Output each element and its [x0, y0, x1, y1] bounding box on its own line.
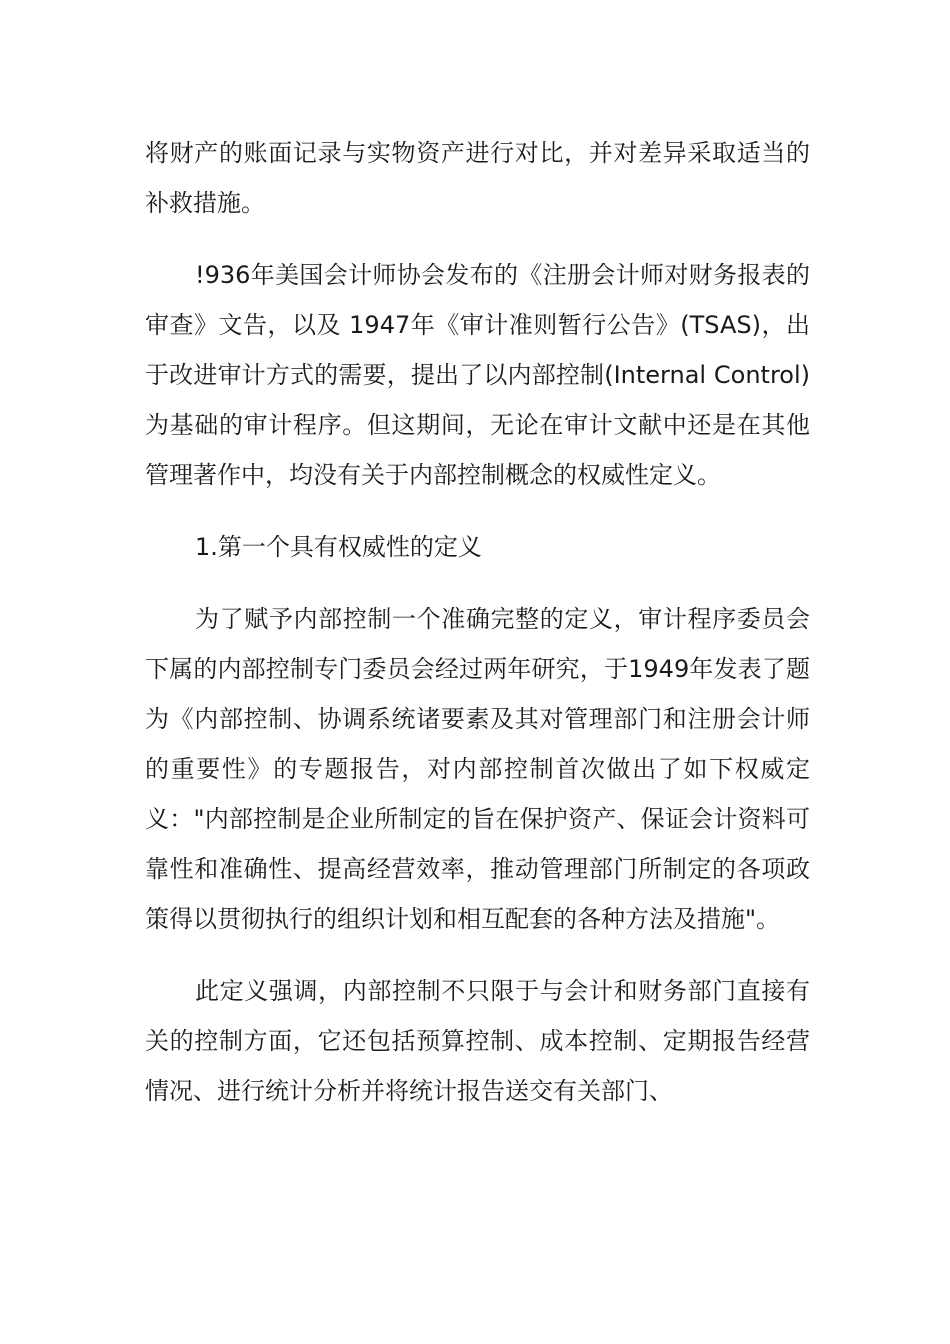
section-heading-first-definition: 1.第一个具有权威性的定义 — [195, 533, 482, 561]
paragraph-definition-1949: 为了赋予内部控制一个准确完整的定义，审计程序委员会下属的内部控制专门委员会经过两年研究，于1949年发表了题为《内部控制、协调系统诸要素及其对管理部门和注册会计师的重要性》的专题报告，对内部控制首次做出了如下权威定义："内部控制是企业所制定的旨在保护资产、保证会计资料可靠性和准确性、提高经营效率，推动管理部门所制定的各项政策得以贯彻执行的组织计划和相互配套的各种方法及措施"。 — [145, 605, 810, 933]
document-body — [145, 128, 810, 1138]
paragraph-history-1936: !936年美国会计师协会发布的《注册会计师对财务报表的审查》文告，以及 1947年《审计准则暂行公告》(TSAS)，出于改进审计方式的需要，提出了以内部控制(Internal Control)为基础的审计程序。但这期间，无论在审计文献中还是在其他管理著作中，均没有关于内部控制概念的权威性定义。 — [145, 261, 810, 489]
paragraph-definition-emphasis: 此定义强调，内部控制不只限于与会计和财务部门直接有关的控制方面，它还包括预算控制、成本控制、定期报告经营情况、进行统计分析并将统计报告送交有关部门、 — [145, 977, 810, 1105]
paragraph-continuation: 将财产的账面记录与实物资产进行对比，并对差异采取适当的补救措施。 — [145, 139, 810, 217]
